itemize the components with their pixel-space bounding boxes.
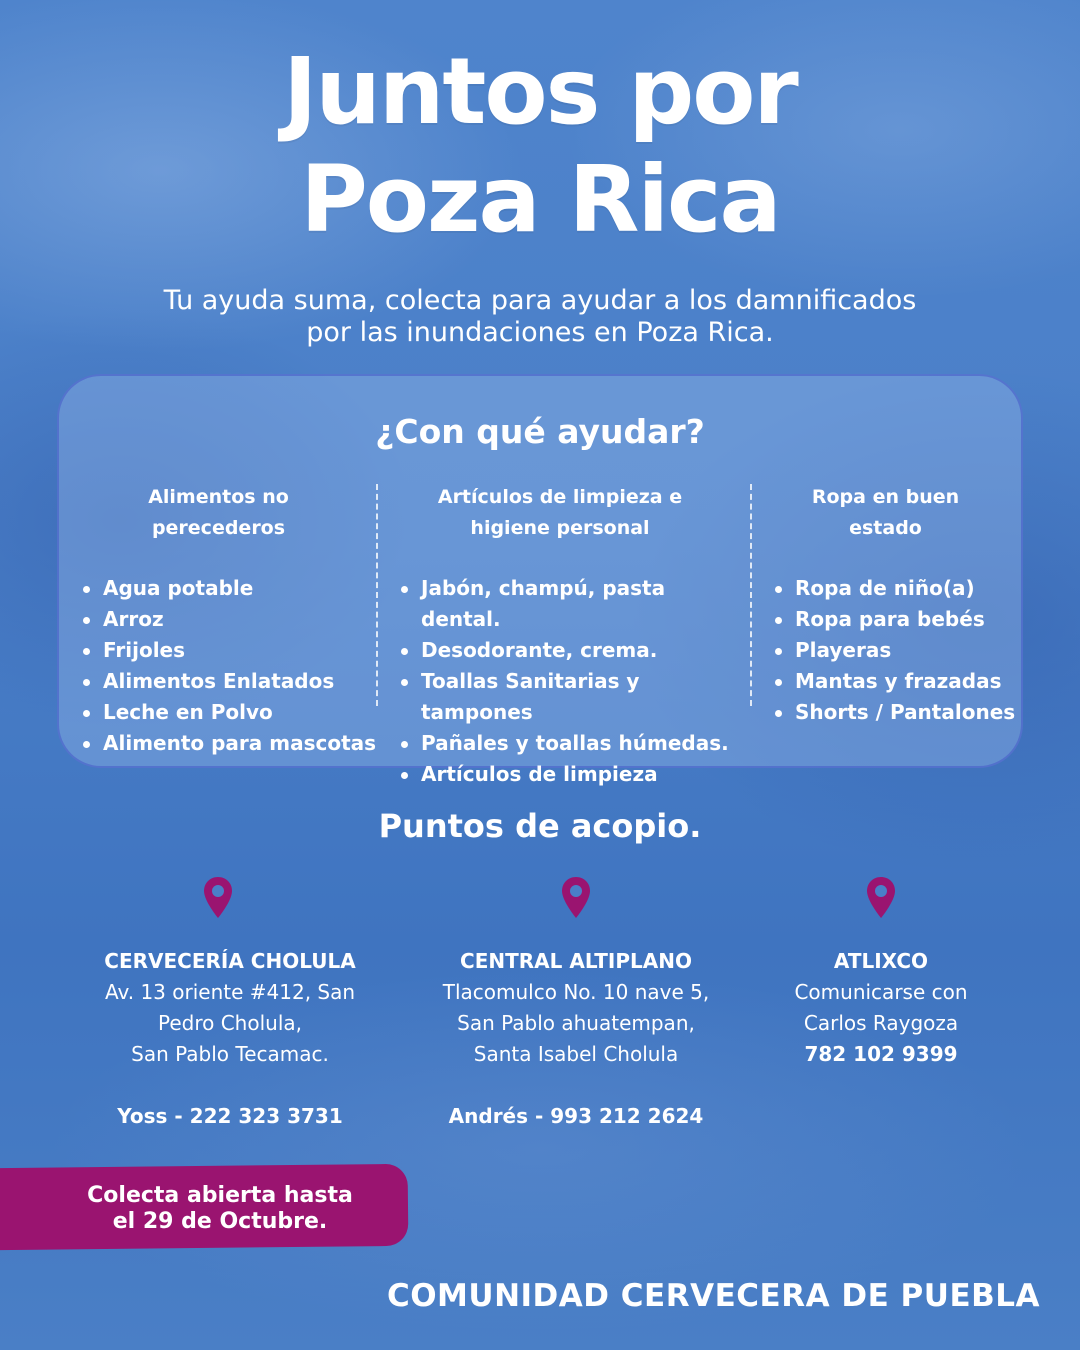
location-name: CENTRAL ALTIPLANO bbox=[460, 949, 692, 973]
subtitle-line-2: por las inundaciones en Poza Rica. bbox=[306, 317, 774, 348]
location-contact: Andrés - 993 212 2624 bbox=[448, 1104, 704, 1128]
subtitle bbox=[120, 285, 960, 349]
list-item: Artículos de limpieza bbox=[399, 759, 749, 790]
map-pin-icon bbox=[202, 876, 234, 920]
location-address-line: Av. 13 oriente #412, San bbox=[104, 980, 356, 1004]
location-central-altiplano bbox=[416, 946, 736, 1132]
list-item: Mantas y frazadas bbox=[773, 666, 1023, 697]
column-heading: Alimentos no perecederos bbox=[148, 486, 289, 539]
list-item: Frijoles bbox=[81, 635, 391, 666]
location-contact: 782 102 9399 bbox=[804, 1042, 958, 1066]
column-food bbox=[81, 482, 391, 759]
column-heading: Ropa en buen estado bbox=[811, 486, 960, 539]
deadline-line-1: Colecta abierta hasta bbox=[87, 1183, 353, 1208]
column-divider bbox=[750, 484, 752, 706]
title-line-2: Poza Rica bbox=[300, 146, 780, 253]
column-hygiene bbox=[399, 482, 749, 790]
list-item: Desodorante, crema. bbox=[399, 635, 749, 666]
location-cerveceria-cholula bbox=[70, 946, 390, 1132]
list-item: Jabón, champú, pasta dental. bbox=[399, 573, 749, 635]
location-address-line: Santa Isabel Cholula bbox=[473, 1042, 679, 1066]
list-item: Shorts / Pantalones bbox=[773, 697, 1023, 728]
location-address-line: San Pablo ahuatempan, bbox=[457, 1011, 695, 1035]
collection-points-title: Puntos de acopio. bbox=[378, 807, 702, 845]
column-heading-line-1: Artículos de limpieza e bbox=[437, 486, 683, 508]
deadline-text bbox=[60, 1183, 380, 1235]
location-address-line: Carlos Raygoza bbox=[803, 1011, 959, 1035]
help-card bbox=[57, 374, 1023, 786]
map-pin-icon bbox=[865, 876, 897, 920]
column-clothing bbox=[773, 482, 1023, 728]
list-item: Alimento para mascotas bbox=[81, 728, 391, 759]
column-heading bbox=[375, 482, 745, 544]
list-item: Alimentos Enlatados bbox=[81, 666, 391, 697]
location-atlixco bbox=[740, 946, 1022, 1070]
list-item: Pañales y toallas húmedas. bbox=[399, 728, 749, 759]
location-contact: Yoss - 222 323 3731 bbox=[117, 1104, 343, 1128]
column-heading-line-2: higiene personal bbox=[470, 517, 650, 539]
list-item: Arroz bbox=[81, 604, 391, 635]
map-pin-icon bbox=[560, 876, 592, 920]
list-item: Ropa de niño(a) bbox=[773, 573, 1023, 604]
title-line-1: Juntos por bbox=[283, 38, 797, 145]
item-list bbox=[81, 573, 391, 759]
item-list bbox=[399, 573, 749, 790]
list-item: Agua potable bbox=[81, 573, 391, 604]
item-list bbox=[773, 573, 1023, 728]
location-name: ATLIXCO bbox=[833, 949, 929, 973]
location-address-line: San Pablo Tecamac. bbox=[131, 1042, 329, 1066]
location-address-line: Pedro Cholula, bbox=[157, 1011, 302, 1035]
organizer-name: COMUNIDAD CERVECERA DE PUEBLA bbox=[386, 1278, 1040, 1314]
list-item: Leche en Polvo bbox=[81, 697, 391, 728]
list-item: Toallas Sanitarias y tampones bbox=[399, 666, 749, 728]
deadline-line-2: el 29 de Octubre. bbox=[112, 1209, 328, 1234]
location-address-line: Tlacomulco No. 10 nave 5, bbox=[442, 980, 710, 1004]
page-title bbox=[0, 38, 1080, 254]
list-item: Playeras bbox=[773, 635, 1023, 666]
subtitle-line-1: Tu ayuda suma, colecta para ayudar a los damnificados bbox=[163, 285, 917, 316]
location-name: CERVECERÍA CHOLULA bbox=[104, 949, 356, 973]
help-title: ¿Con qué ayudar? bbox=[375, 412, 705, 451]
location-address-line: Comunicarse con bbox=[794, 980, 968, 1004]
list-item: Ropa para bebés bbox=[773, 604, 1023, 635]
